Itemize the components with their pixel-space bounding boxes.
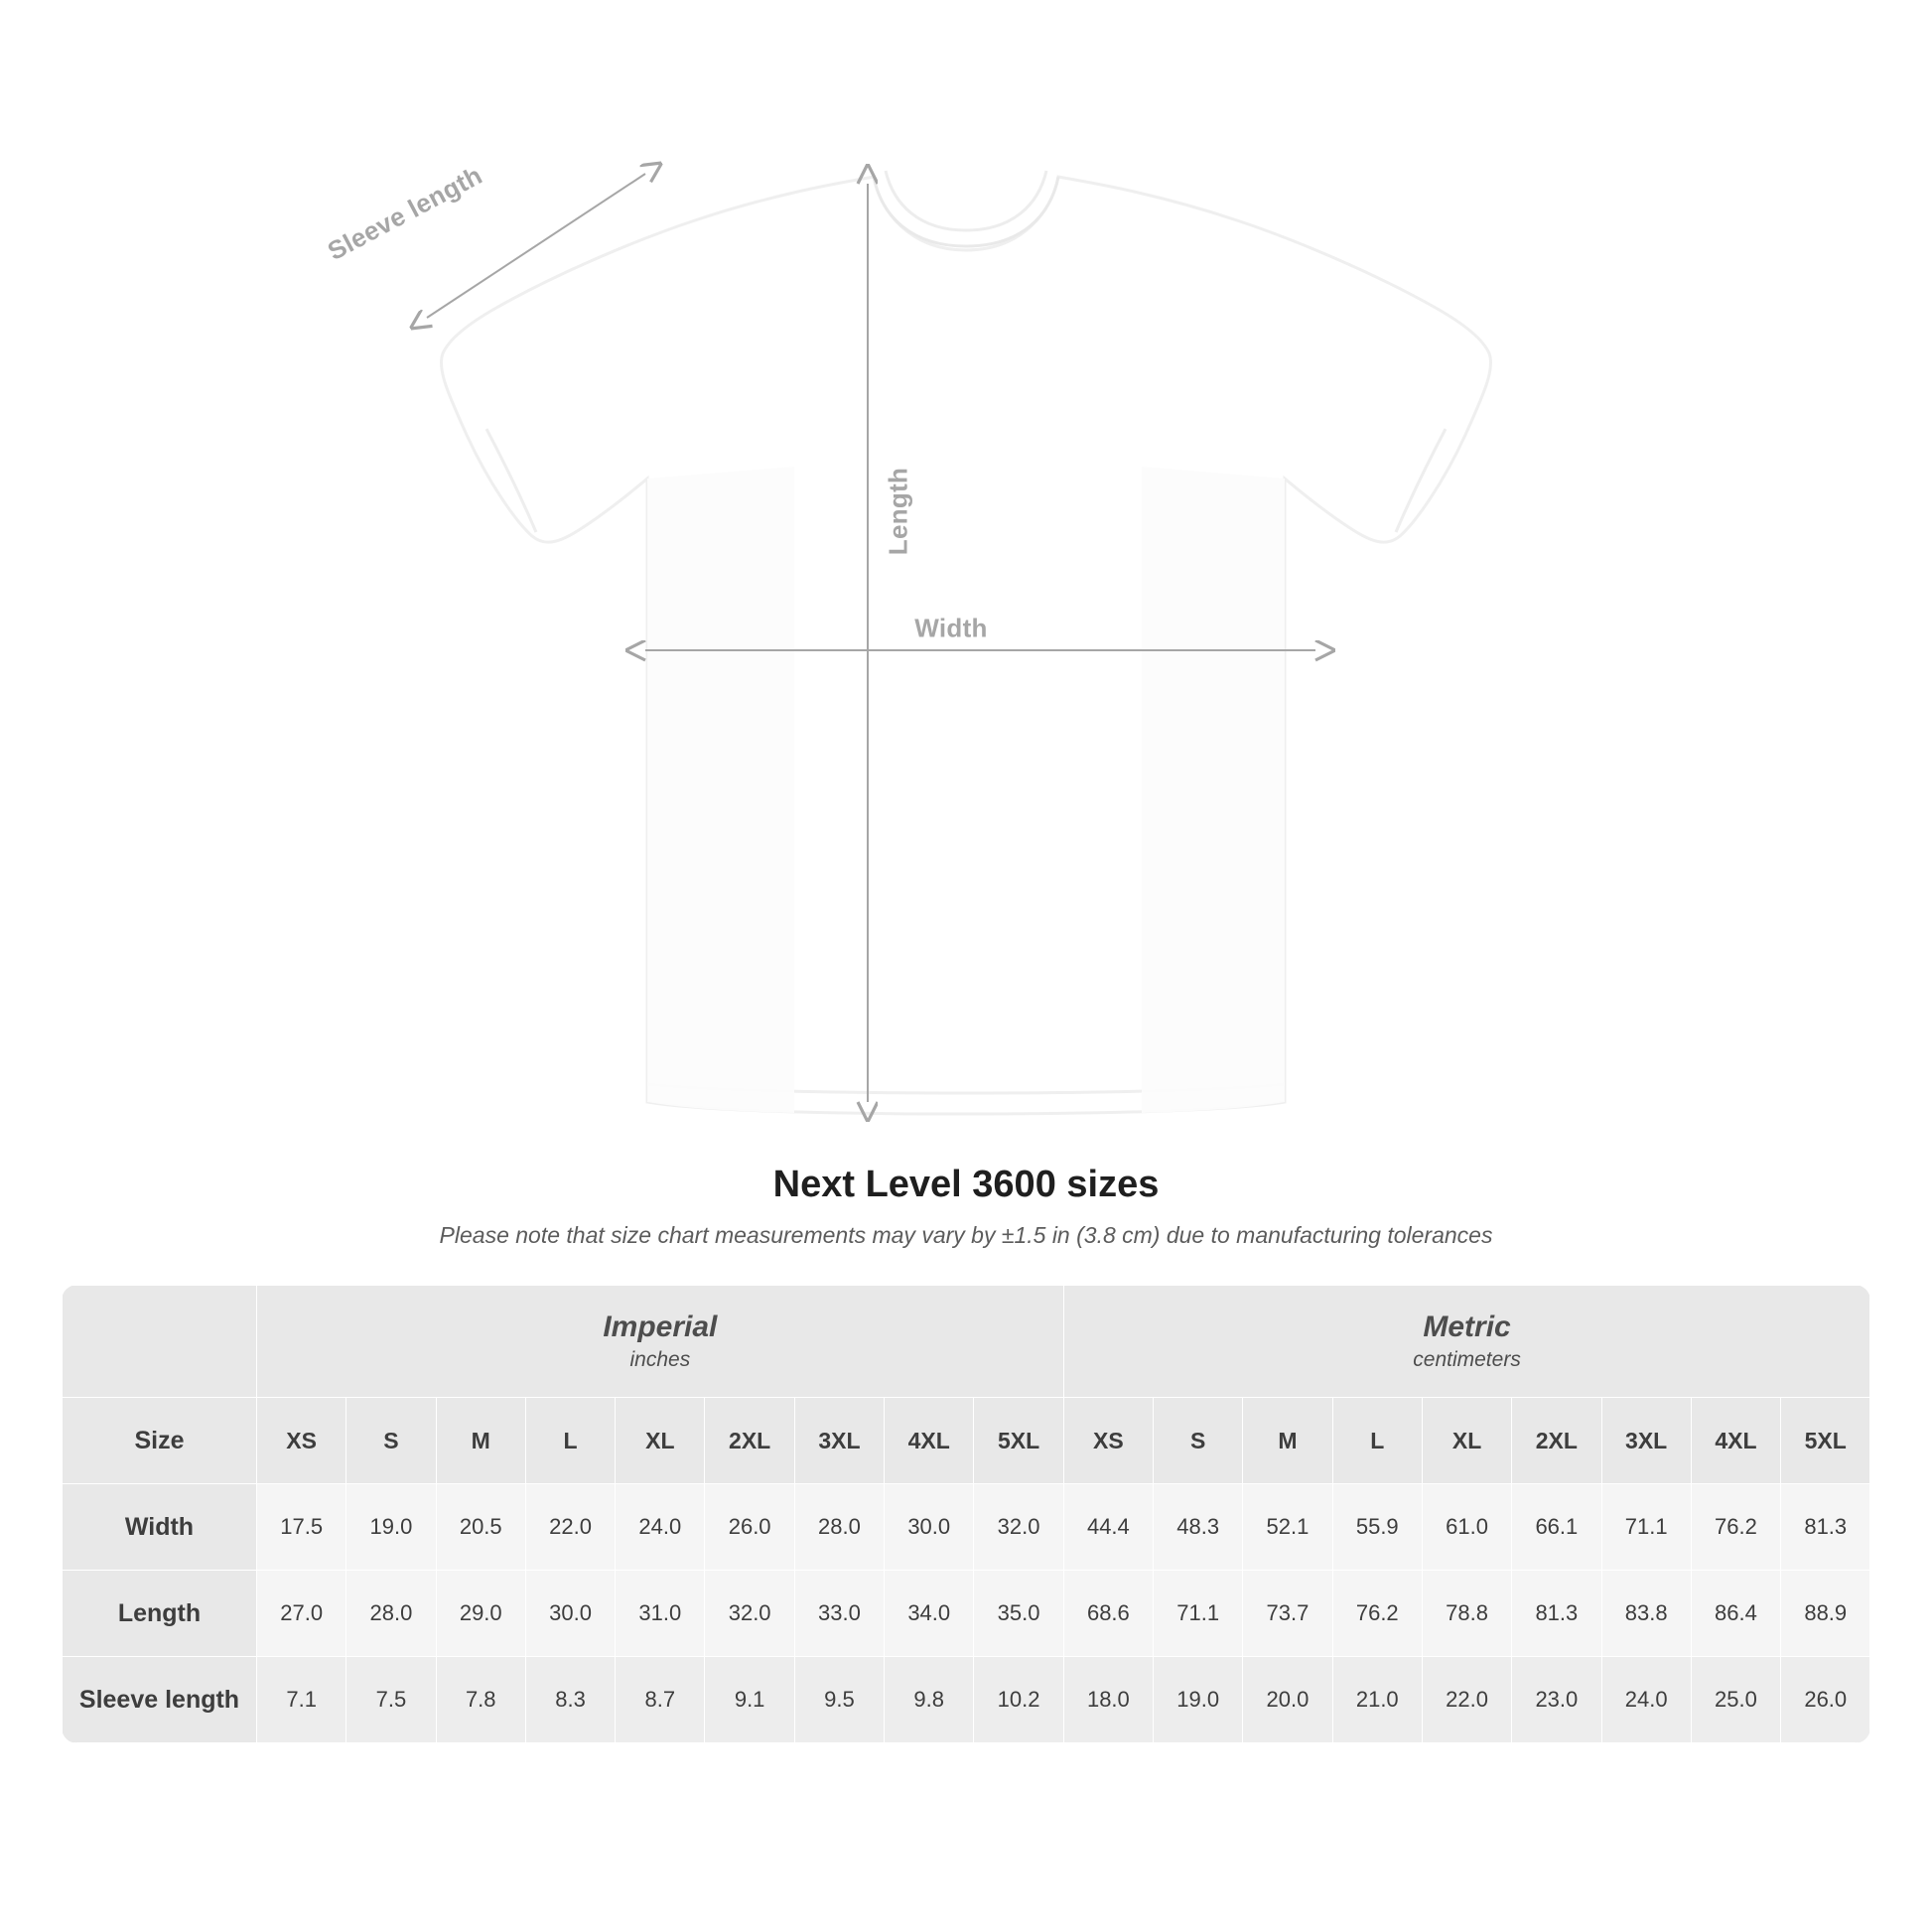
unit-group-metric-title: Metric xyxy=(1423,1310,1511,1343)
size-header-cell: XL xyxy=(1422,1398,1511,1484)
title-block xyxy=(0,1164,1932,1249)
table-cell: 31.0 xyxy=(616,1571,705,1657)
table-cell: 81.3 xyxy=(1512,1571,1601,1657)
size-header-label: Size xyxy=(63,1398,257,1484)
size-header-cell: M xyxy=(1243,1398,1332,1484)
size-header-row xyxy=(63,1398,1870,1484)
table-cell: 32.0 xyxy=(974,1484,1063,1571)
table-cell: 20.0 xyxy=(1243,1657,1332,1743)
table-cell: 7.1 xyxy=(257,1657,346,1743)
table-cell: 61.0 xyxy=(1422,1484,1511,1571)
table-cell: 73.7 xyxy=(1243,1571,1332,1657)
size-header-cell: 2XL xyxy=(1512,1398,1601,1484)
table-cell: 20.5 xyxy=(436,1484,525,1571)
size-header-cell: 5XL xyxy=(974,1398,1063,1484)
table-cell: 86.4 xyxy=(1691,1571,1780,1657)
table-cell: 25.0 xyxy=(1691,1657,1780,1743)
size-header-cell: 4XL xyxy=(1691,1398,1780,1484)
size-header-cell: 3XL xyxy=(794,1398,884,1484)
size-header-cell: S xyxy=(346,1398,436,1484)
table-cell: 81.3 xyxy=(1781,1484,1870,1571)
sleeve-length-label: Sleeve length xyxy=(322,160,487,267)
table-cell: 44.4 xyxy=(1063,1484,1153,1571)
unit-group-metric xyxy=(1063,1286,1870,1398)
length-label: Length xyxy=(883,467,913,556)
width-label: Width xyxy=(914,613,988,643)
size-header-cell: 4XL xyxy=(885,1398,974,1484)
table-cell: 26.0 xyxy=(705,1484,794,1571)
size-header-cell: M xyxy=(436,1398,525,1484)
size-header-cell: 2XL xyxy=(705,1398,794,1484)
table-cell: 23.0 xyxy=(1512,1657,1601,1743)
table-cell: 17.5 xyxy=(257,1484,346,1571)
unit-group-imperial-title: Imperial xyxy=(603,1310,718,1343)
table-cell: 71.1 xyxy=(1601,1484,1691,1571)
table-cell: 55.9 xyxy=(1332,1484,1422,1571)
table-cell: 27.0 xyxy=(257,1571,346,1657)
size-header-cell: 5XL xyxy=(1781,1398,1870,1484)
table-corner-cell xyxy=(63,1286,257,1398)
table-cell: 9.8 xyxy=(885,1657,974,1743)
table-cell: 33.0 xyxy=(794,1571,884,1657)
table-cell: 18.0 xyxy=(1063,1657,1153,1743)
table-cell: 71.1 xyxy=(1154,1571,1243,1657)
table-cell: 68.6 xyxy=(1063,1571,1153,1657)
size-table xyxy=(62,1285,1870,1743)
table-cell: 35.0 xyxy=(974,1571,1063,1657)
table-cell: 30.0 xyxy=(885,1484,974,1571)
table-row xyxy=(63,1484,1870,1571)
table-cell: 48.3 xyxy=(1154,1484,1243,1571)
tolerance-note: Please note that size chart measurements may vary by ±1.5 in (3.8 cm) due to manufacturing tolerances xyxy=(439,1222,1493,1248)
table-cell: 22.0 xyxy=(1422,1657,1511,1743)
unit-group-metric-subtitle: centimeters xyxy=(1413,1348,1521,1372)
row-label-length: Length xyxy=(63,1571,257,1657)
table-cell: 8.3 xyxy=(525,1657,615,1743)
size-header-cell: XL xyxy=(616,1398,705,1484)
table-cell: 76.2 xyxy=(1691,1484,1780,1571)
table-cell: 9.1 xyxy=(705,1657,794,1743)
size-header-cell: 3XL xyxy=(1601,1398,1691,1484)
table-cell: 19.0 xyxy=(1154,1657,1243,1743)
table-cell: 83.8 xyxy=(1601,1571,1691,1657)
page-title: Next Level 3600 sizes xyxy=(772,1164,1160,1205)
size-header-cell: L xyxy=(1332,1398,1422,1484)
table-cell: 9.5 xyxy=(794,1657,884,1743)
table-cell: 29.0 xyxy=(436,1571,525,1657)
size-header-cell: XS xyxy=(1063,1398,1153,1484)
table-cell: 7.8 xyxy=(436,1657,525,1743)
size-header-cell: XS xyxy=(257,1398,346,1484)
table-cell: 22.0 xyxy=(525,1484,615,1571)
table-cell: 8.7 xyxy=(616,1657,705,1743)
row-label-sleeve-length: Sleeve length xyxy=(63,1657,257,1743)
table-cell: 78.8 xyxy=(1422,1571,1511,1657)
table-cell: 24.0 xyxy=(616,1484,705,1571)
table-cell: 88.9 xyxy=(1781,1571,1870,1657)
table-cell: 28.0 xyxy=(794,1484,884,1571)
table-cell: 28.0 xyxy=(346,1571,436,1657)
unit-header-row xyxy=(63,1286,1870,1398)
table-cell: 24.0 xyxy=(1601,1657,1691,1743)
size-table-container xyxy=(62,1285,1870,1743)
table-cell: 19.0 xyxy=(346,1484,436,1571)
table-cell: 76.2 xyxy=(1332,1571,1422,1657)
size-header-cell: S xyxy=(1154,1398,1243,1484)
table-cell: 66.1 xyxy=(1512,1484,1601,1571)
table-cell: 52.1 xyxy=(1243,1484,1332,1571)
table-cell: 26.0 xyxy=(1781,1657,1870,1743)
row-label-width: Width xyxy=(63,1484,257,1571)
unit-group-imperial-subtitle: inches xyxy=(629,1348,691,1372)
table-cell: 10.2 xyxy=(974,1657,1063,1743)
table-cell: 34.0 xyxy=(885,1571,974,1657)
size-header-cell: L xyxy=(525,1398,615,1484)
table-cell: 32.0 xyxy=(705,1571,794,1657)
table-cell: 7.5 xyxy=(346,1657,436,1743)
unit-group-imperial xyxy=(257,1286,1064,1398)
table-row xyxy=(63,1657,1870,1743)
table-cell: 30.0 xyxy=(525,1571,615,1657)
table-cell: 21.0 xyxy=(1332,1657,1422,1743)
table-row xyxy=(63,1571,1870,1657)
